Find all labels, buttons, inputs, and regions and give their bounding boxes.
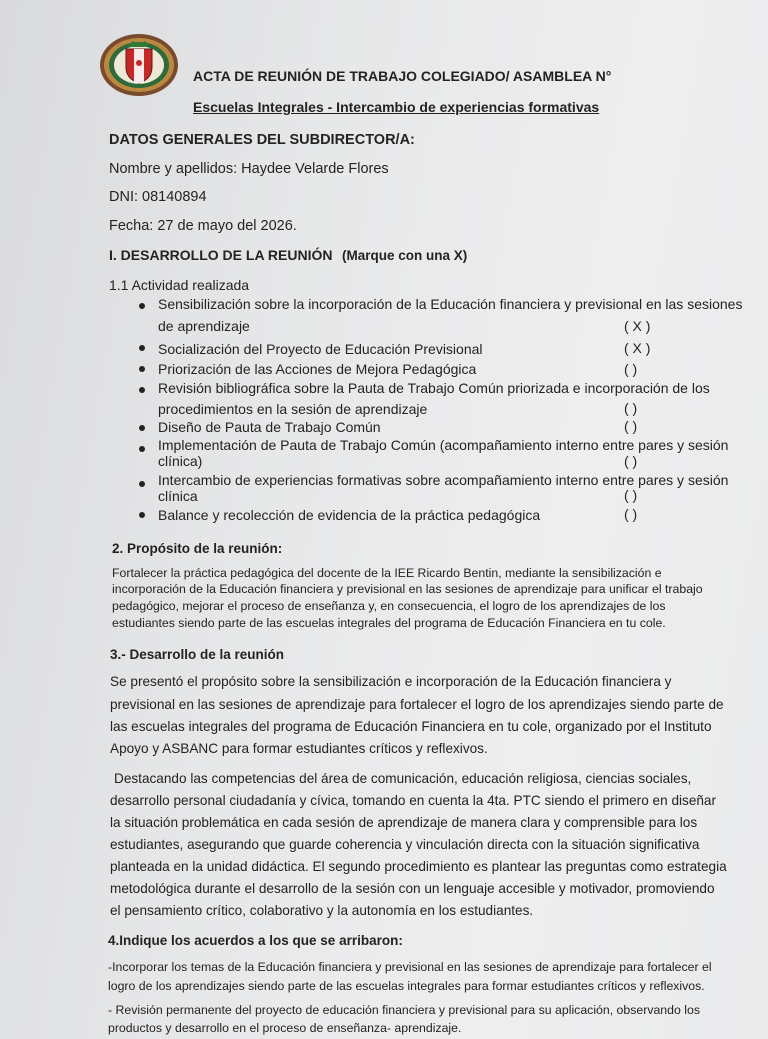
agreement-1-line: logro de los aprendizajes siendo parte de las escuelas integrales para formar estudiantes críticos y reflexivos. <box>108 979 705 993</box>
bullet-icon <box>139 446 145 452</box>
activity-1-checkbox[interactable]: ( X ) <box>624 318 651 334</box>
development-p2-line: desarrollo personal ciudadanía y cívica, tomando en cuenta la 4ta. PTC siendo el primero en diseñar <box>110 793 717 808</box>
agreement-1-line: -Incorporar los temas de la Educación financiera y previsional en las sesiones de aprendizaje para fortalecer el <box>108 960 712 974</box>
bullet-icon <box>139 303 145 309</box>
activity-1-line1: Sensibilización sobre la incorporación de la Educación financiera y previsional en las sesiones <box>158 296 743 312</box>
activity-2-checkbox[interactable]: ( X ) <box>624 340 651 356</box>
section1-instruction: (Marque con una X) <box>342 248 468 263</box>
activity-1-line2: de aprendizaje <box>158 318 250 334</box>
activity-2-line1: Socialización del Proyecto de Educación Previsional <box>158 341 483 357</box>
bullet-icon <box>139 345 145 351</box>
activity-8-checkbox[interactable]: ( ) <box>624 506 638 522</box>
bullet-icon <box>139 387 145 393</box>
subdirector-dni: DNI: 08140894 <box>109 189 207 205</box>
meeting-date: Fecha: 27 de mayo del 2026. <box>109 218 297 234</box>
development-p2-line: el pensamiento crítico, colaborativo y la autonomía en los estudiantes. <box>110 903 534 918</box>
development-p1-line: previsional en las sesiones de aprendizaje para fortalecer el logro de los aprendizajes siendo parte de <box>110 697 724 712</box>
development-p1-line: Apoyo y ASBANC para formar estudiantes críticos y reflexivos. <box>110 741 488 756</box>
activity-4-checkbox[interactable]: ( ) <box>624 400 638 416</box>
school-crest-logo <box>99 33 179 97</box>
activity-4-line1: Revisión bibliográfica sobre la Pauta de Trabajo Común priorizada e incorporación de los <box>158 380 710 396</box>
activity-7-line1: Intercambio de experiencias formativas sobre acompañamiento interno entre pares y sesión <box>158 472 729 488</box>
activities-subheading: 1.1 Actividad realizada <box>109 277 250 293</box>
activity-5-line1: Diseño de Pauta de Trabajo Común <box>158 419 381 435</box>
activity-7-line2: clínica <box>158 488 198 504</box>
document-title: ACTA DE REUNIÓN DE TRABAJO COLEGIADO/ ASAMBLEA N° <box>193 68 612 84</box>
activity-8-line1: Balance y recolección de evidencia de la práctica pedagógica <box>158 507 541 523</box>
purpose-line: incorporación de la Educación financiera y previsional en las sesiones de aprendizaje para unificar el trabajo <box>112 582 703 596</box>
section1-heading: I. DESARROLLO DE LA REUNIÓN <box>109 247 333 263</box>
development-p2-line: la situación problemática en cada sesión de aprendizaje de manera clara y comprensible para los <box>110 815 698 830</box>
subdirector-name: Nombre y apellidos: Haydee Velarde Flores <box>109 161 389 177</box>
activity-6-line1: Implementación de Pauta de Trabajo Común (acompañamiento interno entre pares y sesión <box>158 437 729 453</box>
agreement-2-line: - Revisión permanente del proyecto de educación financiera y previsional para su aplicación, observando los <box>108 1003 700 1017</box>
section4-heading: 4.Indique los acuerdos a los que se arribaron: <box>108 933 403 948</box>
activity-5-checkbox[interactable]: ( ) <box>624 418 638 434</box>
development-p2-line: Destacando las competencias del área de comunicación, educación religiosa, ciencias sociales, <box>114 771 692 786</box>
bullet-icon <box>139 481 145 487</box>
agreement-2-line: productos y desarrollo en el proceso de enseñanza- aprendizaje. <box>108 1021 462 1035</box>
development-p2-line: estudiantes, asegurando que guarde coherencia y vinculación directa con la situación significativa <box>110 837 700 852</box>
activity-3-checkbox[interactable]: ( ) <box>624 361 638 377</box>
development-p1-line: Se presentó el propósito sobre la sensibilización e incorporación de la Educación financiera y <box>110 674 672 689</box>
bullet-icon <box>139 512 145 518</box>
development-p2-line: planteada en la unidad didáctica. El segundo procedimiento es plantear las preguntas como estrategia <box>110 859 727 874</box>
development-p2-line: metodológica durante el desarrollo de la sesión con un lenguaje accesible y motivador, promoviendo <box>110 881 715 896</box>
purpose-line: pedagógico, mejorar el proceso de enseñanza y, en consecuencia, el logro de los aprendizajes de los <box>112 599 666 613</box>
section2-heading: 2. Propósito de la reunión: <box>112 541 283 556</box>
section3-heading: 3.- Desarrollo de la reunión <box>110 647 285 662</box>
development-p1-line: las escuelas integrales del programa de Educación Financiera en tu cole, organizado por el Instituto <box>110 719 712 734</box>
activity-6-checkbox[interactable]: ( ) <box>624 453 638 469</box>
purpose-line: estudiantes siendo parte de las escuelas integrales del programa de Educación Financiera en tu cole. <box>112 616 666 630</box>
purpose-line: Fortalecer la práctica pedagógica del docente de la IEE Ricardo Bentin, mediante la sensibilización e <box>112 566 662 580</box>
document-subtitle: Escuelas Integrales - Intercambio de experiencias formativas <box>193 99 600 115</box>
activity-3-line1: Priorización de las Acciones de Mejora Pedagógica <box>158 361 477 377</box>
activity-4-line2: procedimientos en la sesión de aprendizaje <box>158 401 428 417</box>
bullet-icon <box>139 366 145 372</box>
activity-6-line2: clínica) <box>158 453 203 469</box>
activity-7-checkbox[interactable]: ( ) <box>624 487 638 503</box>
bullet-icon <box>139 425 145 431</box>
general-data-heading: DATOS GENERALES DEL SUBDIRECTOR/A: <box>109 132 415 148</box>
